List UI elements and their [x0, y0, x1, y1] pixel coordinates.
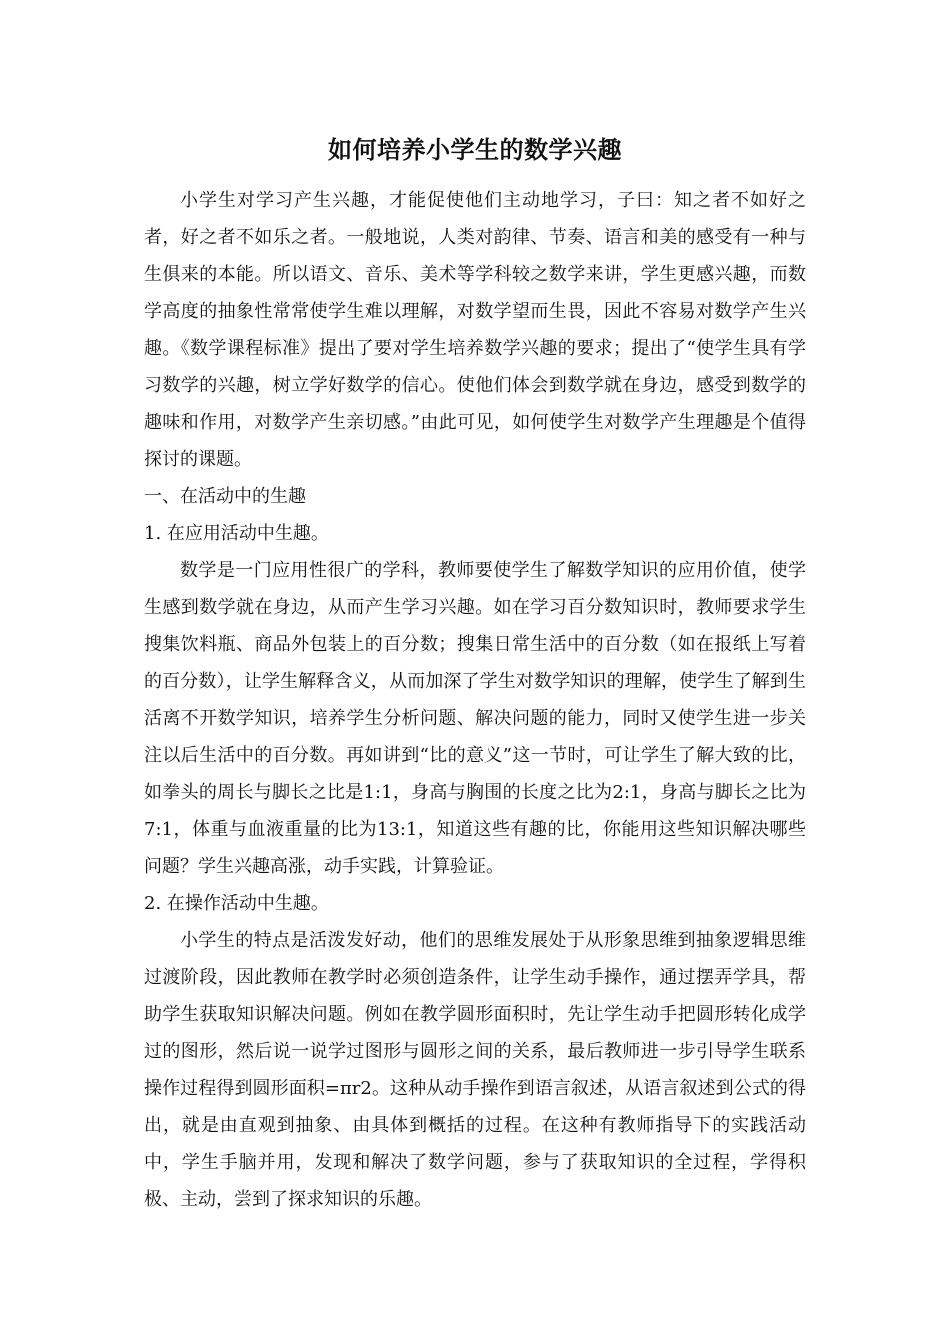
document-page	[144, 128, 806, 1218]
subsection-heading-2: 2. 在操作活动中生趣。	[144, 893, 329, 914]
subsection-paragraph-1: 数学是一门应用性很广的学科，教师要使学生了解数学知识的应用价值，使学生感到数学就在身边，从而产生学习兴趣。如在学习百分数知识时，教师要求学生搜集饮料瓶、商品外包装上的百分数；搜集日常生活中的百分数（如在报纸上写着的百分数），让学生解释含义，从而加深了学生对数学知识的理解，使学生了解到生活离不开数学知识，培养学生分析问题、解决问题的能力，同时又使学生进一步关注以后生活中的百分数。再如讲到“比的意义”这一节时，可让学生了解大致的比，如拳头的周长与脚长之比是1:1，身高与胸围的长度之比为2:1，身高与脚长之比为7:1，体重与血液重量的比为13:1，知道这些有趣的比，你能用这些知识解决哪些问题？学生兴趣高涨，动手实践，计算验证。	[144, 560, 806, 877]
section-heading-1: 一、在活动中的生趣	[144, 486, 306, 507]
subsection-paragraph-2: 小学生的特点是活泼发好动，他们的思维发展处于从形象思维到抽象逻辑思维过渡阶段，因此教师在教学时必须创造条件，让学生动手操作，通过摆弄学具，帮助学生获取知识解决问题。例如在教学圆形面积时，先让学生动手把圆形转化成学过的图形，然后说一说学过图形与圆形之间的关系，最后教师进一步引导学生联系操作过程得到圆形面积=πr2。这种从动手操作到语言叙述，从语言叙述到公式的得出，就是由直观到抽象、由具体到概括的过程。在这种有教师指导下的实践活动中，学生手脑并用，发现和解决了数学问题，参与了获取知识的全过程，学得积极、主动，尝到了探求知识的乐趣。	[144, 930, 806, 1210]
subsection-heading-1: 1. 在应用活动中生趣。	[144, 523, 329, 544]
intro-paragraph: 小学生对学习产生兴趣，才能促使他们主动地学习，子曰：知之者不如好之者，好之者不如乐之者。一般地说，人类对韵律、节奏、语言和美的感受有一种与生俱来的本能。所以语文、音乐、美术等学科较之数学来讲，学生更感兴趣，而数学高度的抽象性常常使学生难以理解，对数学望而生畏，因此不容易对数学产生兴趣。《数学课程标准》提出了要对学生培养数学兴趣的要求；提出了“使学生具有学习数学的兴趣，树立学好数学的信心。使他们体会到数学就在身边，感受到数学的趣味和作用，对数学产生亲切感。”由此可见，如何使学生对数学产生理趣是个值得探讨的课题。	[144, 190, 806, 470]
document-title: 如何培养小学生的数学兴趣	[328, 135, 622, 164]
